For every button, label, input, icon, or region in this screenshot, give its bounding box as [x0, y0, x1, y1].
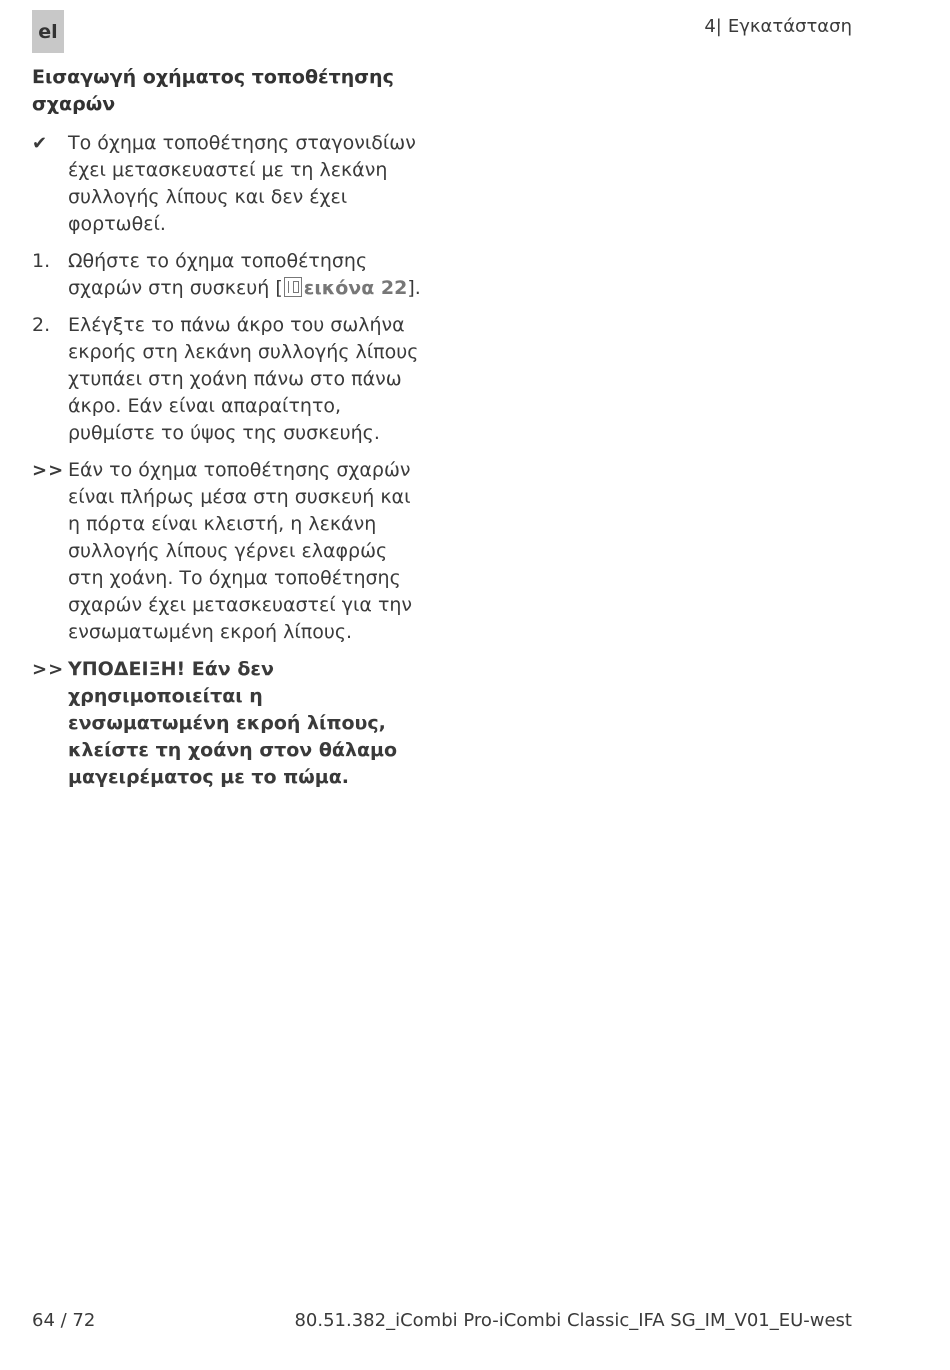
prerequisite-item	[32, 130, 422, 238]
chapter-header	[704, 16, 852, 37]
step-text	[68, 248, 422, 302]
step-number: 2.	[32, 314, 51, 336]
check-icon: ✔	[32, 133, 48, 154]
document-id: 80.51.382_iCombi Pro-iCombi Classic_IFA SG_IM_V01_EU-west	[294, 1310, 852, 1331]
result-text: Εάν το όχημα τοποθέτησης σχαρών είναι πλήρως μέσα στη συσκευή και η πόρτα είναι κλειστή, η λεκάνη συλλογής λίπους γέρνει ελαφρώς στη χοάνη. Το όχημα τοποθέτησης σχαρών έχει μετασκευαστεί για την ενσωματωμένη εκροή λίπους.	[68, 459, 413, 643]
result-item-2	[32, 656, 422, 791]
chapter-number: 4	[704, 16, 716, 37]
step-item-2	[32, 312, 422, 447]
result-item-1	[32, 457, 422, 646]
prerequisite-text: Το όχημα τοποθέτησης σταγονιδίων έχει μετασκευαστεί με τη λεκάνη συλλογής λίπους και δεν έχει φορτωθεί.	[68, 132, 416, 235]
step-text: Ελέγξτε το πάνω άκρο του σωλήνα εκροής στη λεκάνη συλλογής λίπους χτυπάει στη χοάνη πάνω στο πάνω άκρο. Εάν είναι απαραίτητο, ρυθμίστε το ύψος της συσκευής.	[68, 314, 419, 444]
step-number: 1.	[32, 250, 51, 272]
section-heading: Εισαγωγή οχήματος τοποθέτησης σχαρών	[32, 66, 394, 115]
chapter-separator: |	[715, 16, 722, 37]
step-item-1	[32, 248, 422, 302]
language-tab: el	[32, 10, 64, 53]
chapter-title: Εγκατάσταση	[727, 16, 852, 37]
result-marker: >>	[32, 460, 65, 481]
notice-text: ΥΠΟΔΕΙΞΗ! Εάν δεν χρησιμοποιείται η ενσωματωμένη εκροή λίπους, κλείστε τη χοάνη στον θάλαμο μαγειρέματος με το πώμα.	[68, 658, 398, 788]
page-number: 64 / 72	[32, 1310, 96, 1331]
step-text-after: ].	[407, 277, 421, 299]
figure-reference-link[interactable]: εικόνα 22	[303, 277, 408, 299]
main-content	[32, 64, 422, 801]
figure-reference-icon	[284, 277, 302, 297]
step-text-before: Ωθήστε το όχημα τοποθέτησης σχαρών στη συσκευή [	[68, 250, 368, 299]
result-marker: >>	[32, 659, 65, 680]
